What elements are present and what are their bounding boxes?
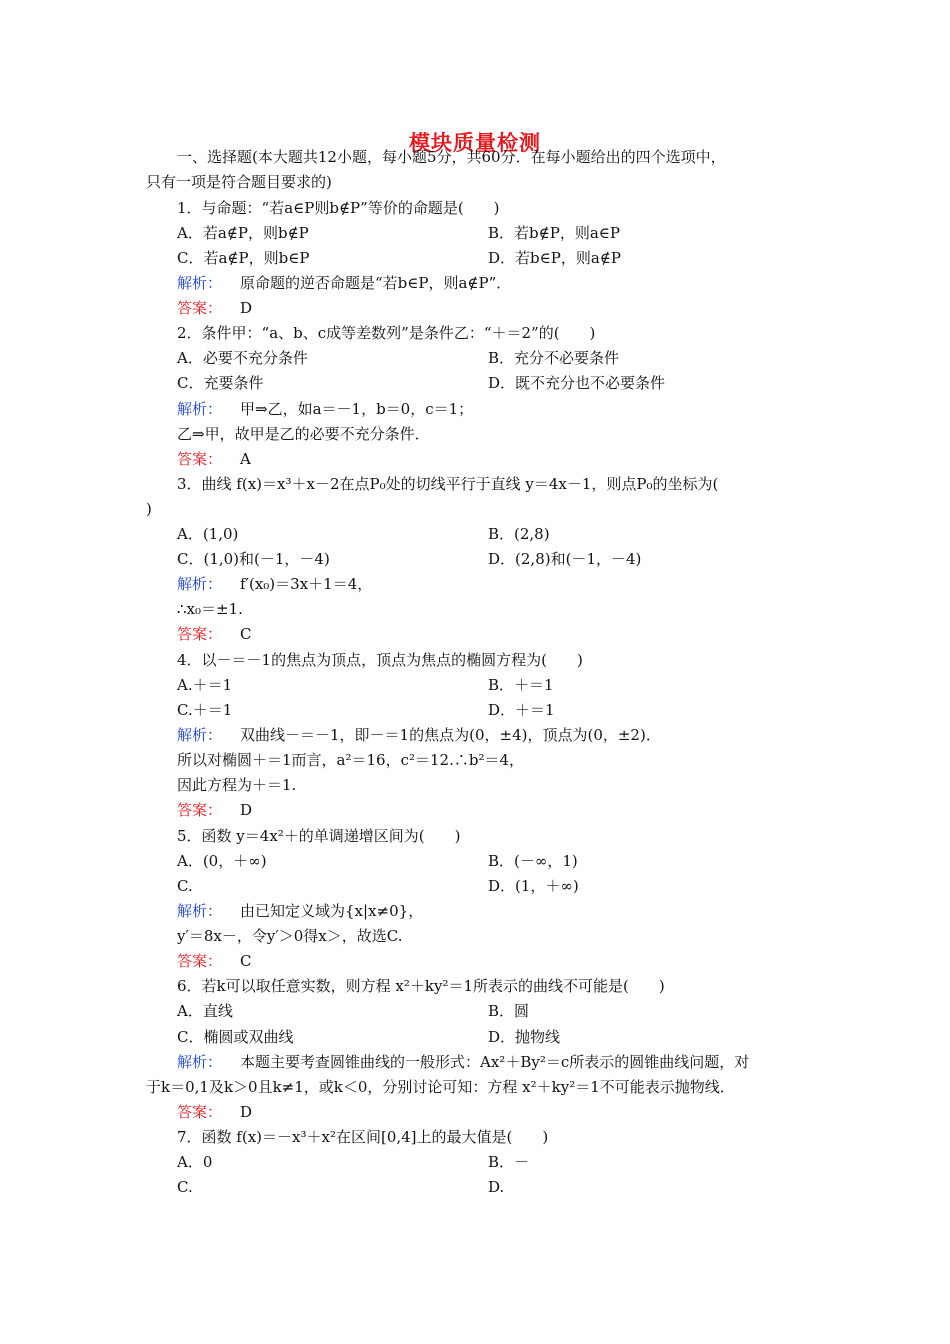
question-2-analysis bbox=[177, 399, 473, 419]
question-3-stem: 3．曲线 f(x)＝x³＋x－2在点P₀处的切线平行于直线 y＝4x－1，则点P₀的坐标为( bbox=[177, 475, 719, 493]
question-3-analysis-cont: ∴x₀＝±1. bbox=[177, 600, 243, 618]
question-3-option-c: C．(1,0)和(－1，－4) bbox=[177, 550, 330, 568]
question-4-analysis bbox=[177, 725, 661, 745]
question-1-option-c: C．若a∉P，则b∈P bbox=[177, 249, 310, 267]
question-4-option-a: A.＋＝1 bbox=[177, 676, 233, 694]
analysis-label: 解析： bbox=[177, 400, 223, 418]
analysis-text: 原命题的逆否命题是“若b∈P，则a∉P”． bbox=[240, 274, 512, 292]
question-1-analysis bbox=[177, 273, 511, 293]
question-1-answer bbox=[177, 298, 252, 318]
analysis-label: 解析： bbox=[177, 575, 223, 593]
question-2-option-d: D．既不充分也不必要条件 bbox=[488, 374, 666, 392]
question-2-analysis-cont: 乙⇒甲，故甲是乙的必要不充分条件． bbox=[177, 425, 430, 443]
question-5-stem: 5．函数 y＝4x²＋的单调递增区间为( ) bbox=[177, 827, 461, 845]
question-4-stem: 4．以－＝－1的焦点为顶点，顶点为焦点的椭圆方程为( ) bbox=[177, 651, 583, 669]
question-6-analysis-cont: 于k＝0,1及k＞0且k≠1，或k＜0，分别讨论可知：方程 x²＋ky²＝1不可能表示抛物线． bbox=[146, 1078, 735, 1096]
question-1-option-a: A．若a∉P，则b∉P bbox=[177, 224, 309, 242]
answer-value: D bbox=[240, 1103, 253, 1121]
analysis-label: 解析： bbox=[177, 902, 223, 920]
question-5-option-d: D．(1，＋∞) bbox=[488, 877, 579, 895]
question-5-option-a: A．(0，＋∞) bbox=[177, 852, 267, 870]
intro-line: 一、选择题(本大题共12小题，每小题5分，共60分．在每小题给出的四个选项中， bbox=[177, 148, 726, 166]
analysis-text: 由已知定义域为{x|x≠0}， bbox=[240, 902, 424, 920]
question-6-option-c: C．椭圆或双曲线 bbox=[177, 1028, 294, 1046]
answer-label: 答案： bbox=[177, 450, 223, 468]
question-2-option-c: C．充要条件 bbox=[177, 374, 264, 392]
question-2-stem: 2．条件甲：“a、b、c成等差数列”是条件乙：“＋＝2”的( ) bbox=[177, 324, 596, 342]
question-6-option-d: D．抛物线 bbox=[488, 1028, 561, 1046]
answer-value: D bbox=[240, 299, 253, 317]
question-2-option-a: A．必要不充分条件 bbox=[177, 349, 308, 367]
answer-label: 答案： bbox=[177, 625, 223, 643]
question-6-analysis bbox=[177, 1052, 749, 1072]
analysis-text: 本题主要考查圆锥曲线的一般形式：Ax²＋By²＝c所表示的圆锥曲线问题，对 bbox=[240, 1053, 750, 1071]
answer-value: D bbox=[240, 801, 253, 819]
analysis-label: 解析： bbox=[177, 726, 223, 744]
analysis-text: f′(x₀)＝3x＋1＝4， bbox=[240, 575, 373, 593]
answer-label: 答案： bbox=[177, 1103, 223, 1121]
question-6-answer bbox=[177, 1102, 252, 1122]
question-7-stem: 7．函数 f(x)＝－x³＋x²在区间[0,4]上的最大值是( ) bbox=[177, 1128, 549, 1146]
question-3-option-d: D．(2,8)和(－1，－4) bbox=[488, 550, 642, 568]
question-3-analysis bbox=[177, 574, 372, 594]
question-6-option-b: B．圆 bbox=[488, 1002, 530, 1020]
analysis-text: 甲⇒乙，如a＝－1，b＝0，c＝1； bbox=[240, 400, 474, 418]
answer-value: A bbox=[240, 450, 251, 468]
question-3-option-a: A．(1,0) bbox=[177, 525, 239, 543]
question-4-option-c: C.＋＝1 bbox=[177, 701, 233, 719]
question-4-analysis-cont: 所以对椭圆＋＝1而言，a²＝16，c²＝12.∴b²＝4， bbox=[177, 751, 525, 769]
question-6-option-a: A．直线 bbox=[177, 1002, 233, 1020]
question-3-stem-cont: ) bbox=[146, 500, 152, 518]
intro-line: 只有一项是符合题目要求的) bbox=[146, 173, 332, 191]
answer-value: C bbox=[240, 625, 252, 643]
question-4-option-d: D．＋＝1 bbox=[488, 701, 555, 719]
answer-label: 答案： bbox=[177, 299, 223, 317]
question-5-answer bbox=[177, 951, 252, 971]
question-5-analysis-cont: y′＝8x－，令y′＞0得x＞，故选C. bbox=[177, 927, 403, 945]
question-4-analysis-cont: 因此方程为＋＝1. bbox=[177, 776, 297, 794]
question-3-answer bbox=[177, 624, 252, 644]
question-1-option-b: B．若b∉P，则a∈P bbox=[488, 224, 620, 242]
analysis-label: 解析： bbox=[177, 274, 223, 292]
question-1-stem: 1．与命题：“若a∈P则b∉P”等价的命题是( ) bbox=[177, 199, 500, 217]
answer-value: C bbox=[240, 952, 252, 970]
question-5-analysis bbox=[177, 901, 423, 921]
question-5-option-c: C. bbox=[177, 877, 193, 895]
question-2-answer bbox=[177, 449, 251, 469]
analysis-text: 双曲线－＝－1，即－＝1的焦点为(0，±4)，顶点为(0，±2)． bbox=[240, 726, 661, 744]
answer-label: 答案： bbox=[177, 801, 223, 819]
question-6-stem: 6．若k可以取任意实数，则方程 x²＋ky²＝1所表示的曲线不可能是( ) bbox=[177, 977, 665, 995]
question-7-option-c: C. bbox=[177, 1178, 193, 1196]
analysis-label: 解析： bbox=[177, 1053, 223, 1071]
question-7-option-b: B．－ bbox=[488, 1153, 530, 1171]
question-5-option-b: B．(－∞，1) bbox=[488, 852, 578, 870]
question-2-option-b: B．充分不必要条件 bbox=[488, 349, 620, 367]
page-title: 模块质量检测 bbox=[409, 130, 541, 155]
question-7-option-a: A．0 bbox=[177, 1153, 213, 1171]
question-3-option-b: B．(2,8) bbox=[488, 525, 550, 543]
question-7-option-d: D. bbox=[488, 1178, 505, 1196]
question-1-option-d: D．若b∈P，则a∉P bbox=[488, 249, 621, 267]
question-4-answer bbox=[177, 800, 252, 820]
question-4-option-b: B．＋＝1 bbox=[488, 676, 554, 694]
answer-label: 答案： bbox=[177, 952, 223, 970]
